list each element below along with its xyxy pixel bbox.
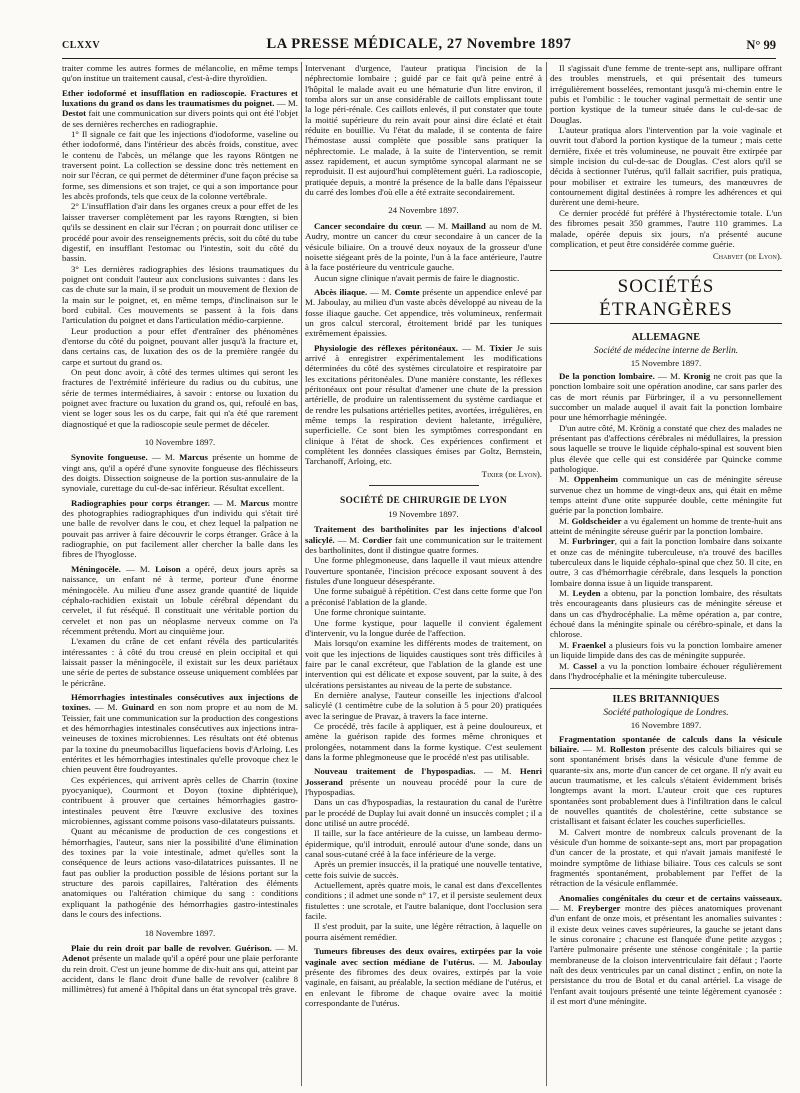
article-lead: M. Goldscheider a vu également un homme de trente-huit ans atteint de méningite séreuse guérir par la ponction lombaire. <box>550 515 782 537</box>
article-title: Méningocèle. <box>71 563 121 574</box>
article-title: De la ponction lombaire. <box>559 370 655 381</box>
article-lead: Tumeurs fibreuses des deux ovaires, extirpées par la voie vaginale avec section médiane de l'utérus. — M. Jaboulay présente des fibromes des deux ovaires, extirpés par la voie vaginale, en faisant, au préalable, la section médiane de l'utérus, et en enlevant le fibrome de chaque ovaire avec la moitié correspondante de l'utérus. <box>305 946 542 1008</box>
article-text: communique un cas de méningite séreuse survenue chez un homme de vingt-deux ans, qui était en même temps atteint d'une otite suppurée double, cette méningite fut guérie par la ponction lombaire. <box>550 474 782 516</box>
section-banner: SOCIÉTÉS ÉTRANGÈRES <box>550 270 782 324</box>
article-lead: Cancer secondaire du cœur. — M. Mailland au nom de M. Audry, montre un cancer du cœur secondaire à un cancer de la vésicule biliaire. On a trouvé deux noyaux de la grosseur d'une noisette siégeant près de la pointe, l'un à la face antérieure, l'autre à la face postérieure du ventricule gauche. <box>305 220 542 273</box>
article-title: Radiographies pour corps étranger. <box>71 497 210 508</box>
article-title: Hémorrhagies intestinales consécutives aux injections de toxines. <box>62 691 298 713</box>
column-divider <box>301 62 302 1086</box>
paragraph: Ce procédé, très facile à appliquer, est à peine douloureux, et amène la guérison rapide des formes même chroniques et prolongées, notamment dans la forme kystique. C'est seulement dans la forme phlegmoneuse que le procédé n'est pas utilisable. <box>305 720 542 762</box>
paragraph: Leur production a pour effet d'entraîner des phénomènes d'entorse du côté du poignet, pouvant aller jusqu'à la fracture et, dans certains cas, de luxation des os de la première rangée du carpe et surtout du grand os. <box>62 325 298 367</box>
article-lead: Synovite fongueuse. — M. Marcus présente un homme de vingt ans, qu'il a opéré d'une synovite fongueuse des fléchisseurs des doigts. Dissection soigneuse de la portion sus-annulaire de la synoviale, curettage du cul-de-sac inférieur. Résultat excellent. <box>62 452 298 494</box>
author: Freyberger <box>577 903 621 914</box>
issue-number: N° 99 <box>746 38 776 52</box>
article-text: Je suis arrivé à enregistrer expérimentalement les modifications déterminées du côté des systèmes circulatoire et respiratoire par les excitations péritonéales. D'une manière constante, les réflexes péritonéaux ont pour résultat d'amener une chute de la pression artérielle, de produire un ralentissement du système cardiaque et de rendre les pulsations artérielles petites, avortées, irrégulières, en même temps la respiration devient haletante, irrégulière, superficielle. Ce sont bien les symptômes correspondant en clinique à l'état de shock. Ces expériences confirment et complètent les données classiques émises par Goltz, Bernstein, Tarchanoff, Arloing, etc. <box>305 342 542 467</box>
author: Kronig <box>683 370 711 381</box>
paragraph: 2° L'insufflation d'air dans les organes creux a pour effet de les laisser traverser complètement par les rayons Rœngten, si bien qu'ils se dessinent en clair sur l'écran ; on pourrait donc utiliser ce procédé pour avoir des renseignements précis, soit du côté du tube digestif, en insufflant l'estomac ou l'intestin, soit du côté du bassin. <box>62 201 298 264</box>
article-text: a plusieurs fois vu la ponction lombaire amener un liquide limpide dans des cas de méningite suppurée. <box>550 639 782 661</box>
author: Tixier <box>489 342 513 353</box>
session-date: 16 Novembre 1897. <box>630 720 702 731</box>
header-rule <box>62 58 776 59</box>
article-lead: Nouveau traitement de l'hypospadias. — M. Henri Josserand présente un nouveau procédé pour la cure de l'hypospadias. <box>305 766 542 797</box>
society-title: SOCIÉTÉ DE CHIRURGIE DE LYON <box>340 496 507 507</box>
society-name: Société de médecine interne de Berlin. <box>593 345 739 356</box>
signature: Tixier (de Lyon). <box>481 468 542 479</box>
paragraph: L'examen du crâne de cet enfant révéla des particularités intéressantes : à côté du trou creusé en plein occipital et qui laissait passer la méningocèle, il existait sur les deux pariétaux une série de pertes de substance osseuse uniquement comblées par le péricrâne. <box>62 636 298 688</box>
paragraph: Il taille, sur la face antérieure de la cuisse, un lambeau dermo-épidermique, qu'il introduit, enroulé autour d'une sonde, dans un canal sous-cutané créé à la face inférieure de la verge. <box>305 828 542 860</box>
paragraph: 1° Il signale ce fait que les injections d'iodoforme, vaseline ou éther iodoformé, dans l'intérieur des abcès froids, constitue, avec le contenu de l'abcès, un mélange que les rayons Röntgen ne traversent point. La collection se dessine donc très nettement en noir sur l'écran, ce qui permet de déterminer d'une façon précise sa forme, ses dimensions et son trajet, ce qui a son importance pour les abcès profonds, tels que ceux de la colonne vertébrale. <box>62 129 298 202</box>
page-label: CLXXV <box>62 40 101 51</box>
article-text: présente des calculs biliaires qui se sont spontanément brisés dans la vésicule d'une femme de quarante-six ans, morte d'un cancer de cet organe. Il n'y avait eu aucun traumatisme, et les calculs s'étaient évidemment brisés longtemps avant la mort. L'auteur croit que ces ruptures spontanées sont probablement dues à l'infiltration dans le calcul de nouvelles quantités de cholestérine, cette substance se cristallisant et faisant éclater les couches superficielles. <box>550 743 782 827</box>
author: Comte <box>394 286 420 297</box>
article-title: Fragmentation spontanée de calculs dans la vésicule biliaire. <box>550 733 782 754</box>
article-title: Tumeurs fibreuses des deux ovaires, extirpées par la voie vaginale avec section médiane de l'utérus. <box>305 946 542 967</box>
paragraph: Ces expériences, qui arrivent après celles de Charrin (toxine pyocyanique), Courmont et Doyon (toxine diphtérique), contribuent à prouver que certaines hémorrhagies gastro-intestinales peuvent être l'œuvre exclusive des toxines microbiennes, agissant comme poisons vaso-dilatateurs puissants. <box>62 774 298 827</box>
article-text: a vu également un homme de trente-huit ans atteint de méningite séreuse guérir par la ponction lombaire. <box>550 515 782 537</box>
article-text: en son nom propre et au nom de M. Teissier, fait une communication sur la production des congestions et des hémorrhagies intestinales consécutives aux injections intra-veineuses de toxines microbiennes. Les résultats ont été obtenus par la toxine du pneumobacillus liquefaciens bovis d'Arloing. Les entérites et les hémorrhagies intestinales qu'elle provoque chez le chien peuvent être foudroyantes. <box>62 702 298 775</box>
article-lead: Physiologie des réflexes péritonéaux. — M. Tixier Je suis arrivé à enregistrer expérimentalement les modifications déterminées du côté des systèmes circulatoire et respiratoire par les excitations péritonéales. D'une manière constante, les réflexes péritonéaux ont pour résultat d'amener une chute de la pression artérielle, de produire un ralentissement du système cardiaque et de rendre les pulsations artérielles petites, avortées, irrégulières, en même temps la respiration devient haletante, irrégulière, superficielle. Ce sont bien les symptômes correspondant en clinique à l'état de shock. Ces expériences confirment et complètent les données classiques émises par Goltz, Bernstein, Tarchanoff, Arloing, etc. <box>305 342 542 467</box>
column-2 <box>305 63 542 1085</box>
author: Destot <box>62 108 87 119</box>
author: Leyden <box>572 588 601 599</box>
article-title: Ether iodoformé et insufflation en radioscopie. Fractures et luxations du grand os dans les traumatismes du poignet. <box>62 87 298 109</box>
article-text: au nom de M. Audry, montre un cancer du cœur secondaire à un cancer de la vésicule biliaire. On a trouvé deux noyaux de la grosseur d'une noisette siégeant près de la pointe, l'un à la face antérieure, l'autre à la face postérieure du ventricule gauche. <box>305 220 542 273</box>
author: Guinard <box>121 702 155 713</box>
paragraph: traiter comme les autres formes de mélancolie, en même temps qu'on institue un traitement causal, c'est-à-dire thyroïdien. <box>62 63 298 84</box>
article-lead: De la ponction lombaire. — M. Kronig ne croit pas que la ponction lombaire soit une opération anodine, car sans parler des cas de mort réunis par Fürbringer, il a vu personnellement succomber un malade auquel il avait fait la ponction lombaire pour une hémorrhagie méningée. <box>550 370 782 423</box>
paragraph: Il s'est produit, par la suite, une légère rétraction, à laquelle on pourra aisément remédier. <box>305 921 542 942</box>
paragraph: En dernière analyse, l'auteur conseille les injections d'alcool salicylé (1 centimètre cube de la solution à 5 pour 20) pratiquées avec la seringue de Pravaz, à travers la face interne. <box>305 689 542 721</box>
article-text: a opéré, deux jours après sa naissance, un enfant né à terme, porteur d'une énorme méningocèle. Au milieu d'une assez grande quantité de liquide céphalo-rachidien existait un lobule cérébral dépendant du cervelet, il fut réséqué. Il constituait une véritable portion du cervelet et non pas un néoplasme nerveux comme on l'a récemment prétendu. Mort au cinquième jour. <box>62 563 298 636</box>
article-text: ne croit pas que la ponction lombaire soit une opération anodine, car sans parler des cas de mort réunis par Fürbringer, il a vu personnellement succomber un malade auquel il avait fait la ponction lombaire pour une hémorrhagie méningée. <box>550 370 782 423</box>
article-title: Anomalies congénitales du cœur et de certains vaisseaux. <box>559 892 782 903</box>
author: Adenot <box>62 953 90 964</box>
author: Mailland <box>451 220 486 231</box>
paragraph: Intervenant d'urgence, l'auteur pratiqua l'incision de la néphrectomie lombaire ; guidé par ce fait qu'à peine entré à l'hôpital le malade avait eu une hématurie d'un litre environ, il tomba alors sur un anse considérable de caillots emplissant toute la loge péri-rénale. Ces caillots enlevés, il put constater que toute la moitié supérieure du rein avait pour ainsi dire éclaté et était réduite en bouillie. Vu l'état du malade, il se contenta de faire l'hémostase aussi complète que possible sans pratiquer la néphrectomie. Le malade, à la suite de l'intervention, se remit assez rapidement, et aucun symptôme syncopal alarmant ne se reproduisit. Il est aujourd'hui complètement guéri. La radioscopie, pratiquée depuis, a montré la présence de la balle dans l'épaisseur du carré des lombes d'où elle a été extraite secondairement. <box>305 63 542 198</box>
paragraph: Une forme chronique suintante. <box>314 607 426 618</box>
author: Fraenkel <box>572 639 606 650</box>
author: Cassel <box>572 660 597 671</box>
article-title: Nouveau traitement de l'hypospadias. <box>314 766 476 777</box>
journal-title: LA PRESSE MÉDICALE, 27 Novembre 1897 <box>266 36 572 52</box>
paragraph: Dans un cas d'hypospadias, la restauration du canal de l'urètre par le procédé de Duplay lui avait donné un insuccès complet ; il a donc utilisé un autre procédé. <box>305 797 542 829</box>
article-text: montre des pièces anatomiques provenant d'un enfant de onze mois, et présentant les anomalies suivantes : il existe deux veines caves supérieures, la gauche se jetant dans le sinus coronaire ; chacune est flanquée d'une petite azygos ; l'artère pulmonaire présente une sténose congénitale ; la partie membraneuse de la cloison interventriculaire fait défaut ; l'aorte naît des deux ventricules par un canal distinct ; enfin, on note la persistance du trou de Botal et du canal artériel. La visage de l'enfant avait toujours présenté une teinte légèrement cyanosée : il est mort d'une méningite. <box>550 903 782 1007</box>
article-text: présente des fibromes des deux ovaires, extirpés par la voie vaginale, en faisant, au préalable, la section médiane de l'utérus, et en enlevant le fibrome de chaque ovaire avec la moitié correspondante de l'utérus. <box>305 966 542 1008</box>
column-divider <box>546 62 547 1086</box>
article-text: montre des photographies radiographiques d'un individu qui s'était tiré une balle de revolver dans le cou, et chez lequel la palpation ne pouvait pas arriver à faire découvrir le corps étranger. Grâce à la radiographie, on put facilement aller chercher la balle dans les fibres de l'hyoglosse. <box>62 497 298 560</box>
article-text: présente un homme de vingt ans, qu'il a opéré d'une synovite fongueuse des fléchisseurs des doigts. Dissection soigneuse de la portion sus-annulaire de la synoviale, curettage du cul-de-sac inférieur. Résultat excellent. <box>62 452 298 494</box>
article-lead: Ether iodoformé et insufflation en radioscopie. Fractures et luxations du grand os dans les traumatismes du poignet. — M. Destot fait une communication sur divers points qui ont été l'objet de ses dernières recherches en radiographie. <box>62 87 298 129</box>
paragraph: Il s'agissait d'une femme de trente-sept ans, nullipare offrant des troubles menstruels, et qui présentait des tumeurs irrégulièrement bosselées, remontant jusqu'à mi-chemin entre le pubis et l'ombilic : le toucher vaginal permettait de sentir une portion kystique de la tumeur située dans le cul-de-sac de Douglas. <box>550 63 782 125</box>
paragraph: Une forme phlegmoneuse, dans laquelle il vaut mieux attendre l'ouverture spontanée, l'incision précoce exposant souvent à des fistules d'une longueur désespérante. <box>305 555 542 587</box>
article-text: a vu la ponction lombaire échouer régulièrement dans l'hydrocéphalie et la méningite tuberculeuse. <box>550 660 782 681</box>
author: Marcus <box>240 497 270 508</box>
article-title: Traitement des bartholinites par les injections d'alcool salicylé. <box>305 524 542 545</box>
signature: Chabvet (de Lyon). <box>712 251 782 262</box>
article-text: présente un nouveau procédé pour la cure de l'hypospadias. <box>305 776 542 797</box>
section-rule <box>550 688 782 689</box>
article-text: a obtenu, par la ponction lombaire, des résultats très encourageants dans plusieurs cas de méningite séreuse et dans un cas d'hydrocéphalie. La même opération a, par contre, échoué dans la méningite spinale ou cérébro-spinale, et dans la chlorose. <box>550 588 782 640</box>
author: Henri Josserand <box>305 766 542 787</box>
article-lead: M. Furbringer, qui a fait la ponction lombaire dans soixante et onze cas de méningite tuberculeuse, n'a trouvé des bacilles tuberculeux dans le liquide céphalo-spinal que chez 50. Il cite, en outre, 3 cas d'hémorrhagie cérébrale, dans lesquels la ponction lombaire donna issue à un liquide transparent. <box>550 536 782 588</box>
paragraph: M. Calvert montre de nombreux calculs provenant de la vésicule d'un homme de soixante-sept ans, mort par propagation d'un cancer de la prostate, et qui n'avait jamais manifesté le moindre symptôme de lithiase biliaire. Tous ces calculs se sont fragmentés spontanément, probablement par l'effet de la rétraction de la vésicule enflammée. <box>550 826 782 889</box>
author: Jaboulay <box>507 956 542 967</box>
article-title: Physiologie des réflexes péritonéaux. <box>314 342 459 353</box>
article-text: qui a fait la ponction lombaire dans soixante et onze cas de méningite tuberculeuse, n'a trouvé des bacilles tuberculeux dans le liquide céphalo-spinal que chez 50. Il cite, en outre, 3 cas d'hémorrhagie cérébrale, dans lesquels la ponction lombaire donna issue à un liquide transparent. <box>550 536 782 588</box>
author: Rolleston <box>609 743 646 754</box>
author: Oppenheim <box>573 474 618 485</box>
session-date: 18 Novembre 1897. <box>144 927 216 938</box>
article-lead: M. Fraenkel a plusieurs fois vu la ponction lombaire amener un liquide limpide dans des cas de méningite suppurée. <box>550 639 782 661</box>
article-lead: Plaie du rein droit par balle de revolver. Guérison. — M. Adenot présente un malade qu'il a opéré pour une plaie perforante du rein droit. C'est un jeune homme de dix-huit ans qui, atteint par accident, dans le flanc droit d'une balle de revolver (calibre 8 millimètres) fut amené à l'hôpital dans un état syncopal très grave. <box>62 942 298 995</box>
article-lead: M. Leyden a obtenu, par la ponction lombaire, des résultats très encourageants dans plusieurs cas de méningite séreuse et dans un cas d'hydrocéphalie. La même opération a, par contre, échoué dans la méningite spinale ou cérébro-spinale, et dans la chlorose. <box>550 588 782 640</box>
session-date: 19 Novembre 1897. <box>388 509 459 520</box>
article-text: présente un malade qu'il a opéré pour une plaie perforante du rein droit. C'est un jeune homme de dix-huit ans qui, atteint par accident, dans le flanc droit d'une balle de revolver (calibre 8 millimètres) fut amené à l'hôpital dans un état syncopal très grave. <box>62 953 298 995</box>
article-lead: Méningocèle. — M. Loison a opéré, deux jours après sa naissance, un enfant né à terme, porteur d'une énorme méningocèle. Au milieu d'une assez grande quantité de liquide céphalo-rachidien existait un lobule cérébral dépendant du cervelet, il fut réséqué. Il constituait une véritable portion du cervelet et non pas un néoplasme nerveux comme on l'a récemment prétendu. Mort au cinquième jour. <box>62 563 298 636</box>
paragraph: Aucun signe clinique n'avait permis de faire le diagnostic. <box>314 272 520 283</box>
author: Loison <box>155 563 181 574</box>
paragraph: D'un autre côté, M. Krönig a constaté que chez des malades ne présentant pas d'affections cérébrales ni médullaires, la pression sous laquelle se trouve le liquide céphalo-spinal est souvent bien plus élevée que celle qui est considérée par Quincke comme pathologique. <box>550 422 782 474</box>
article-lead: Traitement des bartholinites par les injections d'alcool salicylé. — M. Cordier fait une communication sur le traitement des bartholinites, dont il distingue quatre formes. <box>305 524 542 556</box>
article-title: Cancer secondaire du cœur. <box>314 220 423 231</box>
paragraph: Mais lorsqu'on examine les différents modes de traitement, on voit que les injections de liquides caustiques sont très difficiles à faire par le canal excréteur, que l'ablation de la glande est une intervention qui est délicate et expose souvent, par la suite, à des ulcérations persistantes au niveau de la perte de substance. <box>305 638 542 690</box>
session-date: 24 Novembre 1897. <box>388 205 459 216</box>
society-name: Société pathologique de Londres. <box>603 708 729 719</box>
article-lead: Anomalies congénitales du cœur et de certains vaisseaux. — M. Freyberger montre des pièces anatomiques provenant d'un enfant de onze mois, et présentant les anomalies suivantes : il existe deux veines caves supérieures, la gauche se jetant dans le sinus coronaire ; chacune est flanquée d'une petite azygos ; l'artère pulmonaire présente une sténose congénitale ; la partie membraneuse de la cloison interventriculaire fait défaut ; l'aorte naît des deux ventricules par un canal distinct ; enfin, on note la persistance du trou de Botal et du canal artériel. La visage de l'enfant avait toujours présenté une teinte légèrement cyanosée : il est mort d'une méningite. <box>550 892 782 1007</box>
article-lead: M. Cassel a vu la ponction lombaire échouer régulièrement dans l'hydrocéphalie et la méningite tuberculeuse. <box>550 660 782 681</box>
country-heading: ALLEMAGNE <box>631 331 701 343</box>
author: Goldscheider <box>571 515 622 526</box>
column-3 <box>550 63 782 1085</box>
article-text: fait une communication sur le traitement des bartholinites, dont il distingue quatre formes. <box>305 534 542 556</box>
column-1 <box>62 63 298 1085</box>
author: Cordier <box>362 534 393 545</box>
section-rule <box>369 485 479 486</box>
article-text: fait une communication sur divers points qui ont été l'objet de ses dernières recherches en radiographie. <box>62 108 298 129</box>
paragraph: Après un premier insuccès, il la pratiqué une nouvelle tentative, cette fois suivie de succès. <box>305 859 542 880</box>
article-lead: Hémorrhagies intestinales consécutives aux injections de toxines. — M. Guinard en son nom propre et au nom de M. Teissier, fait une communication sur la production des congestions et des hémorrhagies intestinales consécutives aux injections intra-veineuses de toxines microbiennes. Les résultats ont été obtenus par la toxine du pneumobacillus liquefaciens bovis d'Arloing. Les entérites et les hémorrhagies intestinales qu'elle provoque chez le chien peuvent être foudroyantes. <box>62 691 298 775</box>
paragraph: Une forme subaiguë à répétition. C'est dans cette forme que l'on a préconisé l'ablation de la glande. <box>305 586 542 607</box>
paragraph: Actuellement, après quatre mois, le canal est dans d'excellentes conditions ; il admet une sonde n° 17, et il persiste seulement deux fistulettes : une scrotale, et l'autre balanique, dont l'occlusion sera facile. <box>305 880 542 922</box>
paragraph: Ce dernier procédé fut préféré à l'hystérectomie totale. L'un des fibromes pesait 350 grammes, l'autre 110 grammes. La malade, opérée depuis six jours, n'a présenté aucune complication, et peut être considérée comme guérie. <box>550 207 782 249</box>
article-title: Synovite fongueuse. <box>71 452 148 463</box>
author: Furbringer <box>572 536 615 547</box>
article-lead: M. Oppenheim communique un cas de méningite séreuse survenue chez un homme de vingt-deux ans, qui était en même temps atteint d'une otite suppurée double, cette méningite fut guérie par la ponction lombaire. <box>550 474 782 516</box>
article-lead: Abcès iliaque. — M. Comte présente un appendice enlevé par M. Jaboulay, au milieu d'un vaste abcès développé au niveau de la fosse iliaque gauche. Cet appendice, très volumineux, renfermait un gros calcul stercoral, étroitement bridé par les tuniques extrêmement épaissies. <box>305 286 542 339</box>
paragraph: 3° Les dernières radiographies des lésions traumatiques du poignet ont conduit l'auteur aux conclusions suivantes : dans les cas de chute sur la main, il se produit un mouvement de flexion de la main sur le poignet, et, en même temps, d'inclinaison sur le bord cubital. Ces mouvements se passent à la fois dans l'articulation du poignet et dans l'articulation médio-carpienne. <box>62 263 298 326</box>
paragraph: Une forme kystique, pour laquelle il convient également d'intervenir, vu la longue durée de l'affection. <box>305 617 542 638</box>
article-lead: Fragmentation spontanée de calculs dans la vésicule biliaire. — M. Rolleston présente des calculs biliaires qui se sont spontanément brisés dans la vésicule d'une femme de quarante-six ans, morte d'un cancer de cet organe. Il n'y avait eu aucun traumatisme, et les calculs s'étaient évidemment brisés longtemps avant la mort. L'auteur croit que ces ruptures spontanées sont probablement dues à l'infiltration dans le calcul de nouvelles quantités de cholestérine, cette substance se cristallisant et faisant éclater les couches superficielles. <box>550 733 782 827</box>
article-title: Abcès iliaque. <box>314 286 368 297</box>
article-lead: Radiographies pour corps étranger. — M. Marcus montre des photographies radiographiques d'un individu qui s'était tiré une balle de revolver dans le cou, et chez lequel la palpation ne pouvait pas arriver à faire découvrir le corps étranger. Grâce à la radiographie, on put facilement aller chercher la balle dans les fibres de l'hyoglosse. <box>62 497 298 560</box>
author: Marcus <box>179 452 208 463</box>
session-date: 15 Novembre 1897. <box>630 357 702 368</box>
paragraph: On peut donc avoir, à côté des termes ultimes qui seront les fractures de l'extrémité inférieure du radius ou du cubitus, une série de termes intermédiaires, à savoir : entorse ou luxation du poignet avec fracture ou luxation du grand os, qui, refoulé en bas, vient se loger sous les os du carpe, fait qui n'a été que rarement diagnostiqué et que la radioscopie seule permet de déceler. <box>62 366 298 429</box>
paragraph: L'auteur pratiqua alors l'intervention par la voie vaginale et ouvrit tout d'abord la portion kystique de la tumeur ; mais cette dernière, fixée et très volumineuse, ne pouvait être extirpée par simple incision du cul-de-sac de Douglas. C'est alors qu'il se décida à sectionner l'utérus, qu'il fallait sacrifier, puis pratiqua, pour mobiliser et extraire les tumeurs, des manœuvres de contournement digital destinées à rompre les adhérences et qui durèrent une demi-heure. <box>550 125 782 208</box>
session-date: 10 Novembre 1897. <box>144 437 216 448</box>
country-heading: ILES BRITANNIQUES <box>612 694 720 706</box>
paragraph: Quant au mécanisme de production de ces congestions et hémorrhagies, l'auteur, sans nier la possibilité d'une élimination des toxines par la voie intestinale, admet qu'elles sont la conséquence de leurs actions vaso-dilatatrices puissantes. Il ne faut pas oublier la production possible de lésions portant sur la structure des parois capillaires, l'altération des éléments anatomiques ou l'altération chimique du sang : conditions expliquant la pathogénie des hémorrhagies gastro-intestinales dans le cours des infections. <box>62 826 298 920</box>
page-header <box>62 36 776 58</box>
article-text: présente un appendice enlevé par M. Jaboulay, au milieu d'un vaste abcès développé au niveau de la fosse iliaque gauche. Cet appendice, très volumineux, renfermait un gros calcul stercoral, étroitement bridé par les tuniques extrêmement épaissies. <box>305 286 542 339</box>
article-title: Plaie du rein droit par balle de revolver. Guérison. <box>71 942 272 953</box>
